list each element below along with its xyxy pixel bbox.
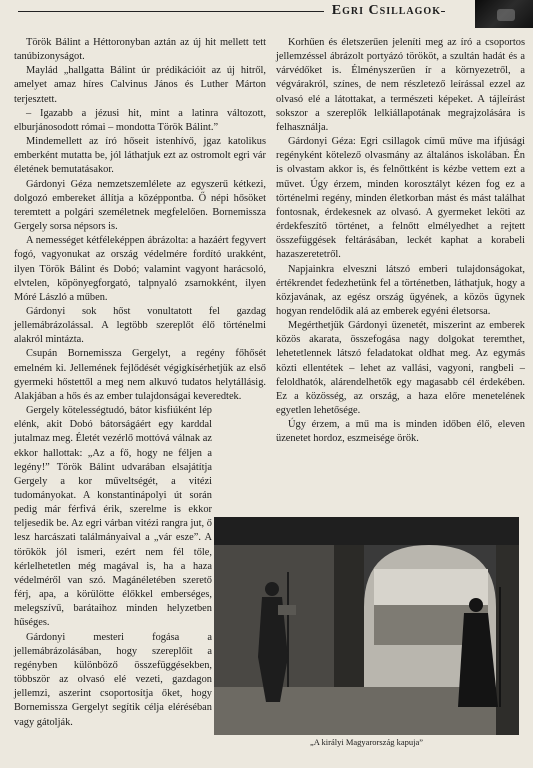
paragraph: A nemességet kétféleképpen ábrázolta: a hazáért fegyvert fogó, vagyonukat az ország védelmére fordító urakként, ilyen Török Bálint és Dobó; valamint vagyont harácsoló, elvtelen, köpönyegforgató, talpnyaló zsarnokként, ilyen Móré László a műben. (14, 235, 266, 303)
paragraph: Megérthetjük Gárdonyi üzenetét, miszerint az emberek közös akarata, összefogása nagy dolgokat teremthet, lehetetlennek látszó feladatokat oldhat meg. Az egymás közti ellentétek – lehet az vallási, vagyoni, rangbeli – feloldhatók, alárendelhetők egy magasabb cél érdekében. Ez a közösség, az ország, a haza előre menetelének egyetlen lehetősége. (276, 320, 525, 417)
gate-photograph (214, 517, 519, 735)
figure-caption: „A királyi Magyarország kapuja” (309, 737, 424, 747)
paragraph: Gergely kötelességtudó, bátor kisfiúként lép elénk, akit Dobó bátorságáért egy karddal jutalmaz meg. Életét vezérlő mottóvá válnak az ekkor hallottak: „Az a fő, hogy ne féljen a legény!” Török Bálint udvarában elsajátítja Gergely a kor műveltségét, a vitézi tudományokat. A konstantinápolyi út során pedig már férfivá érik, szerelme is ekkor teljesedik be. Az egri várban vitézi rangra jut, ő lesz harcászati találmányaival a „vár esze”. A törökök jól ismeri, ezért nem fél tőle, kérlelhetetlen még magával is, ha a haza védelméről van szó. Magánéletében szerető férj, apa, a körülötte élőkkel emberséges, melegszívű, barátaihoz minden helyzetben hűséges. (14, 405, 212, 629)
page-header (0, 0, 533, 26)
paragraph: Korhűen és életszerűen jeleníti meg az író a csoportos jellemzéssel ábrázolt portyázó törököt, a szultán hadát és a várvédőket is. Élményszerűen ír a környezetről, a végvárakról, színes, de nem részletező leírással ezzel az olvasó elé a látottakat, a természeti képeket. A tájleírást sokszor a szereplők lelkiállapotának megrajzolására is felhasználja. (276, 37, 525, 133)
paragraph: Mindemellett az író hőseit istenhívő, jgaz katolikus emberként mutatta be, jól láthatjuk ezt az ostromolt egri vár életének bemutatásakor. (14, 136, 266, 176)
gate-photograph-drawing (214, 517, 519, 735)
paragraph: Úgy érzem, a mű ma is minden időben élő, eleven üzenetet hordoz, eszmeisége örök. (276, 419, 525, 445)
paragraph: Gárdonyi sok hőst vonultatott fel gazdag jellemábrázolással. A legtöbb szereplőt élő történelmi alakról mintázta. (14, 305, 266, 346)
paragraph: Napjainkra elveszni látszó emberi tulajdonságokat, értékrendet fedezhetünk fel a történetben, láthatjuk, hogy a közjavának, az egész ország ügyének, a közös ügynek hogyan rendelődik alá az emberek egyéni életsorsa. (276, 263, 525, 317)
paragraph: Gárdonyi mesteri fogása a jellemábrázolásában, hogy szereplőit a regényben különböző összefüggésekben, többször az olvasó elé vezeti, gazdagon jellemzi, aszerint csoportosítja őket, hogy Bornemissza Gergelyt segítik célja eléréséban vagy gátolják. (14, 631, 212, 728)
paragraph: Gárdonyi Géza nemzetszemlélete az egyszerű kétkezi, dolgozó embereket állítja a középpontba. Ő népi hősöket teremtett a polgári személetnek megfelelően. Bornemissza Gergely sorsa népsors is. (14, 178, 266, 233)
paragraph: Csupán Bornemissza Gergelyt, a regény főhősét emelném ki. Jellemének fejlődését végigkísérhetjük az első gyermeki hőstettől a meg nem alkuvó tudatos helytállásig. Alakjában a hős és az ember tulajdonságai keveredtek. (14, 348, 266, 402)
header-thumbnail-image (475, 0, 533, 28)
header-title: Egri Csillagok (324, 1, 441, 21)
right-column (276, 36, 525, 447)
paragraph: Gárdonyi Géza: Egri csillagok című műve ma ifjúsági regényként kötelező olvasmány az általános iskolában. Én is olvastam akkor is, és felnőttként is kézbe vettem ezt a művet. Úgy érzem, minden korosztályt kézen fog ez a történelmi regény, minden életkorban mást és mást találhat fontosnak, érdekesnek az olvasó. A gyermeket leköti az érdekfeszítő történet, a felnőtt elmélyedhet a rejtett összefüggések feltárásában, leckét kaphat a korabeli hazaszeretetről. (276, 136, 525, 261)
paragraph: Török Bálint a Héttoronyban aztán az új hit mellett tett tanúbizonyságot. (14, 37, 266, 63)
paragraph: Maylád „hallgatta Bálint úr prédikációit az új hitről, amelyet amaz híres Calvinus János és Luther Márton terjesztett. (14, 65, 266, 105)
paragraph: – Igazabb a jézusi hit, mint a latinra változott, elburjánosodott római – mondotta Török Bálint.” (14, 107, 266, 133)
